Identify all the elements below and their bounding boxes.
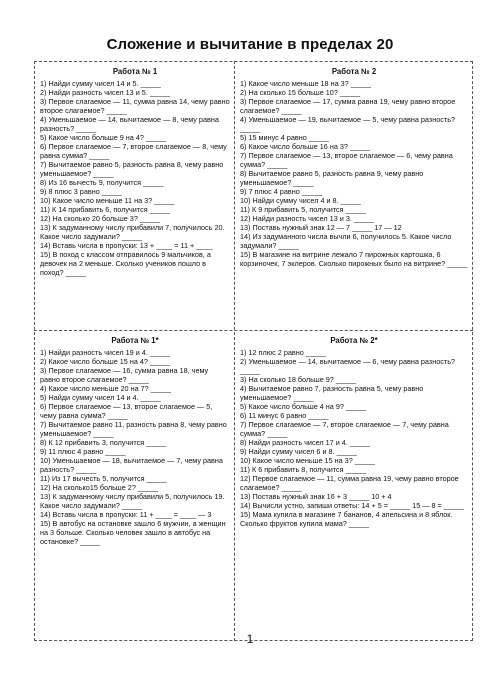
task-item: 4) Уменьшаемое — 19, вычитаемое — 5, чему равна разность? _____ — [240, 115, 455, 133]
work-2-star-section — [235, 336, 472, 640]
task-item: 11) К 14 прибавить 6, получится _____ — [40, 205, 170, 214]
task-item: 13) К задуманному числу прибавили 5, получилось 19. Какое число задумали? _____ — [40, 492, 225, 510]
task-item: 14) Из задуманного числа вычли 6, получилось 5. Какое число задумали? _____ — [240, 232, 452, 250]
task-item: 1) Найди разность чисел 19 и 4. _____ — [40, 348, 171, 357]
task-item: 3) Первое слагаемое — 17, сумма равна 19, чему равно второе слагаемое? _____ — [240, 97, 456, 115]
task-list — [40, 79, 230, 277]
task-item: 4) Уменьшаемое — 14, вычитаемое — 8, чему равна разность? _____ — [40, 115, 219, 133]
task-item: 7) Первое слагаемое — 13, второе слагаемое — 6, чему равна сумма? _____ — [240, 151, 453, 169]
task-item: 11) К 9 прибавить 5, получится _____ — [240, 205, 366, 214]
task-item: 8) Вычитаемое равно 5, разность равна 9, чему равно уменьшаемое? _____ — [240, 169, 424, 187]
task-item: 14) Вставь числа в пропуски: 13 + ____ = 11 + ____ — [40, 241, 213, 250]
task-item: 15) В магазине на витрине лежало 7 пирожных картошка, 6 корзиночек, 7 эклеров. Сколько пирожных было на витрине? _____ — [240, 250, 468, 268]
task-item: 10) Найди сумму чисел 4 и 8. _____ — [240, 196, 361, 205]
task-item: 7) Вычитаемое равно 11, разность равна 8, чему равно уменьшаемое? _____ — [40, 420, 227, 438]
task-item: 6) Первое слагаемое — 7, второе слагаемое — 8, чему равна сумма? _____ — [40, 142, 227, 160]
task-item: 13) К задуманному числу прибавили 7, получилось 20. Какое число задумали? _____ — [40, 223, 225, 241]
task-item: 7) Первое слагаемое — 7, второе слагаемое — 7, чему равна сумма? _____ — [240, 420, 449, 438]
task-item: 13) Поставь нужный знак 16 + 3 _____ 10 + 4 — [240, 492, 392, 501]
task-item: 12) На сколько 20 больше 3? _____ — [40, 214, 161, 223]
task-item: 12) Найди разность чисел 13 и 3. _____ — [240, 214, 375, 223]
task-item: 13) Поставь нужный знак 12 — 7 _____ 17 — 12 — [240, 223, 402, 232]
task-item: 1) Найди сумму чисел 14 и 5. _____ — [40, 79, 161, 88]
task-item: 4) Вычитаемое равно 7, разность равна 5, чему равно уменьшаемое? _____ — [240, 384, 424, 402]
task-item: 2) На сколько 15 больше 10? _____ — [240, 88, 361, 97]
task-item: 2) Какое число больше 15 на 4? _____ — [40, 357, 171, 366]
task-item: 3) Первое слагаемое — 16, сумма равна 18, чему равно второе слагаемое? _____ — [40, 366, 209, 384]
task-item: 11) К 6 прибавить 8, получится _____ — [240, 465, 366, 474]
page-title: Сложение и вычитание в пределах 20 — [106, 36, 394, 53]
task-item: 1) Какое число меньше 18 на 3? _____ — [240, 79, 371, 88]
task-item: 8) Найди разность чисел 17 и 4. _____ — [240, 438, 371, 447]
task-item: 6) Первое слагаемое — 13, второе слагаемое — 5, чему равна сумма? _____ — [40, 402, 213, 420]
task-item: 14) Вычисли устно, запиши ответы: 14 + 5 = _____ 15 — 8 = _____ — [240, 501, 464, 510]
task-list — [240, 79, 468, 268]
task-item: 5) Какое число больше 9 на 4? _____ — [40, 133, 167, 142]
task-item: 10) Какое число меньше 11 на 3? _____ — [40, 196, 175, 205]
work-title: Работа № 2 — [331, 67, 377, 76]
task-list — [240, 348, 468, 528]
work-2-section — [235, 67, 472, 329]
task-item: 15) Мама купила в магазине 7 бананов, 4 апельсина и 8 яблок. Сколько фруктов купила мама? _____ — [240, 510, 453, 528]
horizontal-divider — [34, 330, 473, 331]
task-item: 2) Найди разность чисел 13 и 5. _____ — [40, 88, 171, 97]
task-item: 5) 15 минус 4 равно _____ — [240, 133, 329, 142]
work-title: Работа № 2* — [330, 336, 378, 345]
task-item: 2) Уменьшаемое — 14, вычитаемое — 6, чему равна разность? _____ — [240, 357, 455, 375]
task-item: 7) Вычитаемое равно 5, разность равна 8, чему равно уменьшаемое? _____ — [40, 160, 224, 178]
task-item: 9) Найди сумму чисел 6 и 8. _____ — [240, 447, 357, 456]
task-item: 4) Какое число меньше 20 на 7? _____ — [40, 384, 171, 393]
task-item: 8) К 12 прибавить 3, получится _____ — [40, 438, 167, 447]
task-item: 3) На сколько 18 больше 9? _____ — [240, 375, 357, 384]
task-item: 9) 8 плюс 3 равно _____ — [40, 187, 122, 196]
task-list — [40, 348, 230, 546]
work-title: Работа № 1* — [111, 336, 159, 345]
task-item: 6) 11 минус 6 равно _____ — [240, 411, 329, 420]
task-item: 5) Найди сумму чисел 14 и 4. _____ — [40, 393, 161, 402]
task-item: 10) Какое число меньше 15 на 3? _____ — [240, 456, 375, 465]
task-item: 14) Вставь числа в пропуски: 11 + ____ = ____ — 3 — [40, 510, 212, 519]
task-item: 10) Уменьшаемое — 18, вычитаемое — 7, чему равна разность? _____ — [40, 456, 223, 474]
task-item: 9) 7 плюс 4 равно _____ — [240, 187, 322, 196]
task-item: 11) Из 17 вычесть 5, получится _____ — [40, 474, 167, 483]
task-item: 15) В поход с классом отправилось 9 мальчиков, а девочек на 2 меньше. Сколько учеников пошло в поход? _____ — [40, 250, 211, 277]
task-item: 9) 11 плюс 4 равно _____ — [40, 447, 126, 456]
task-item: 12) Первое слагаемое — 11, сумма равна 19, чему равно второе слагаемое? _____ — [240, 474, 459, 492]
work-1-section — [35, 67, 234, 329]
task-item: 5) Какое число больше 4 на 9? _____ — [240, 402, 367, 411]
work-title: Работа № 1 — [112, 67, 158, 76]
task-item: 6) Какое число больше 16 на 3? _____ — [240, 142, 371, 151]
task-item: 1) 12 плюс 2 равно _____ — [240, 348, 326, 357]
task-item: 3) Первое слагаемое — 11, сумма равна 14, чему равно второе слагаемое? _____ — [40, 97, 230, 115]
work-1-star-section — [35, 336, 234, 640]
page-number: 1 — [246, 632, 254, 646]
task-item: 12) На сколько15 больше 2? _____ — [40, 483, 159, 492]
task-item: 15) В автобус на остановке зашло 6 мужчин, а женщин на 3 больше. Сколько человек зашло в автобус на остановке? _____ — [40, 519, 226, 546]
task-item: 8) Из 16 вычесть 9, получится _____ — [40, 178, 164, 187]
